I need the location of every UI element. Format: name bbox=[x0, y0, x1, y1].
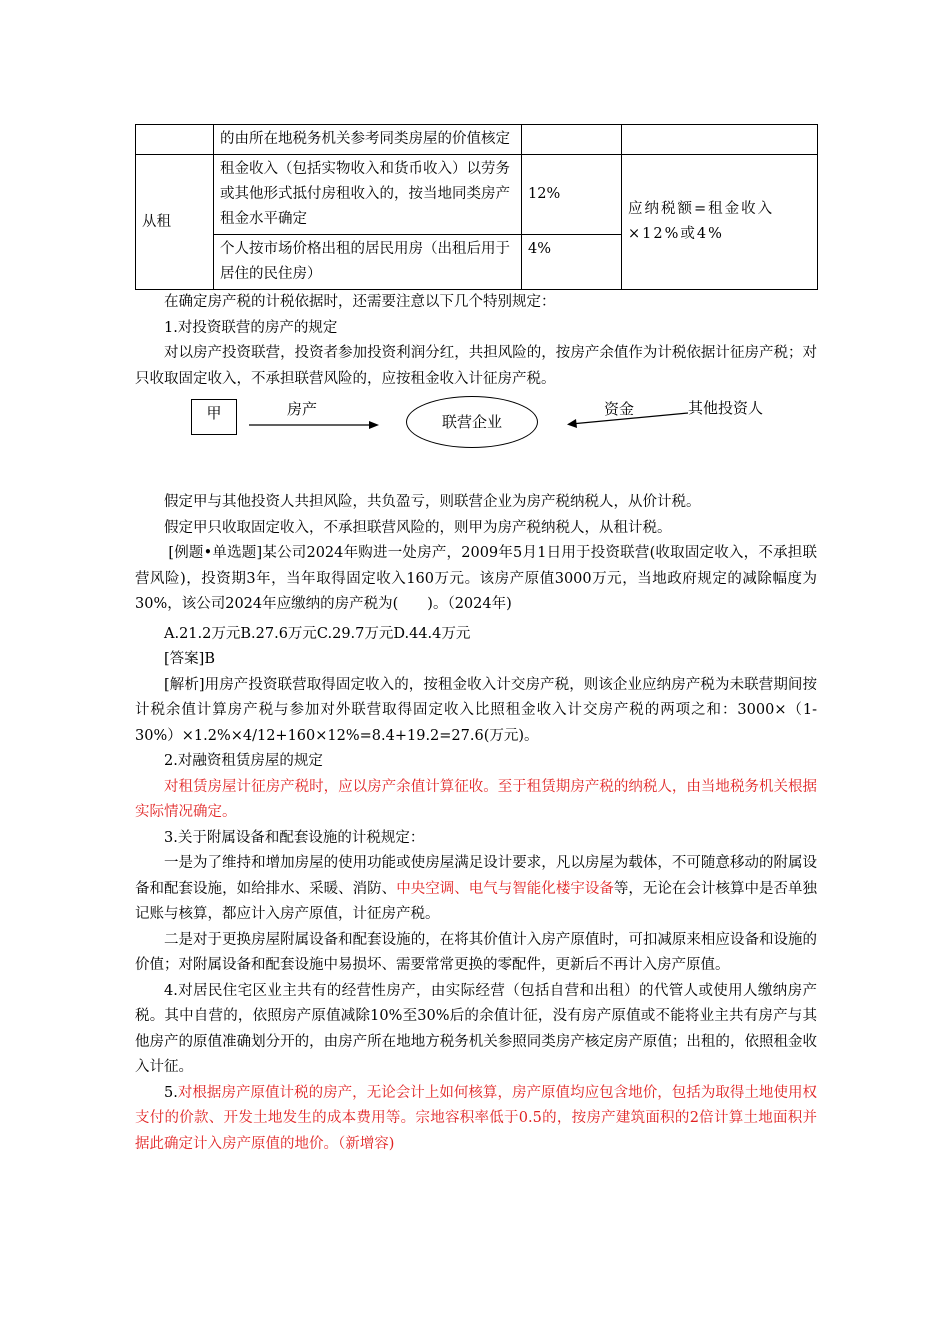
table-cell-formula: 应纳税额=租金收入×12%或4% bbox=[622, 155, 818, 290]
arrow-label-capital: 资金 bbox=[604, 400, 635, 418]
other-investors-label: 其他投资人 bbox=[688, 399, 764, 417]
section-5-number: 5. bbox=[164, 1084, 178, 1101]
table-cell-rate: 12% bbox=[522, 155, 622, 235]
table-cell-desc: 租金收入（包括实物收入和货币收入）以劳务或其他形式抵付房租收入的，按当地同类房产租金水平确定 bbox=[214, 155, 522, 235]
table-cell-rate-empty bbox=[522, 125, 622, 155]
section-3-para-2: 二是对于更换房屋附属设备和配套设施的，在将其价值计入房产原值时，可扣减原来相应设备和设施的价值；对附属设备和配套设施中易损坏、需要常常更换的零配件，更新后不再计入房产原值。 bbox=[135, 931, 817, 973]
joint-venture-diagram bbox=[135, 392, 817, 490]
table-cell-formula-empty bbox=[622, 125, 818, 155]
section-3-para-1-end: 等，无论在会计核算中是否单独记账与核算，都应计入房产原值，计征房产税。 bbox=[135, 880, 818, 922]
table-cell-desc: 个人按市场价格出租的居民用房（出租后用于居住的民住房） bbox=[214, 235, 522, 290]
table-row bbox=[136, 125, 818, 155]
section-1-heading: 1.对投资联营的房产的规定 bbox=[164, 319, 338, 336]
example-question: [例题•单选题]某公司2024年购进一处房产，2009年5月1日用于投资联营(收取固定收入，不承担联营风险)，投资期3年，当年取得固定收入160万元。该房产原值3000万元，当地政府规定的减除幅度为30%，该公司2024年应缴纳的房产税为( )。（2024年) bbox=[135, 545, 817, 612]
section-3-para-1 bbox=[135, 851, 817, 928]
table-cell-category-empty bbox=[136, 125, 214, 155]
section-3-highlight: 中央空调、电气与智能化楼宇设备 bbox=[396, 880, 614, 897]
arrow-head-left bbox=[567, 419, 577, 428]
example-analysis: [解析]用房产投资联营取得固定收入的，按租金收入计交房产税，则该企业应纳房产税为未联营期间按计税余值计算房产税与参加对外联营取得固定收入比照租金收入计交房产税的两项之和：3000×（1-30%）×1.2%×4/12+160×12%=8.4+19.2=27.6(万元)。 bbox=[135, 676, 817, 744]
section-2-heading: 2.对融资租赁房屋的规定 bbox=[164, 753, 323, 769]
section-5-body: 对根据房产原值计税的房产，无论会计上如何核算，房产原值均应包含地价，包括为取得土地使用权支付的价款、开发土地发生的成本费用等。宗地容积率低于0.5的，按房产建筑面积的2倍计算土地面积并据此确定计入房产原值的地价。（新增容) bbox=[135, 1084, 817, 1152]
diagram-arrows bbox=[135, 392, 817, 490]
example-options: A.21.2万元B.27.6万元C.29.7万元D.44.4万元 bbox=[164, 625, 471, 642]
arrow-capital bbox=[571, 413, 688, 424]
document-page bbox=[135, 124, 817, 1157]
assumption-2: 假定甲只收取固定收入，不承担联营风险的，则甲为房产税纳税人，从租计税。 bbox=[164, 519, 672, 536]
tax-rate-table bbox=[135, 124, 818, 290]
arrow-head-right bbox=[369, 421, 379, 429]
arrow-label-property: 房产 bbox=[287, 400, 318, 418]
joint-venture-ellipse: 联营企业 bbox=[406, 396, 538, 448]
section-3-para-1-start: 一是为了维持和增加房屋的使用功能或使房屋满足设计要求，凡以房屋为载体，不可随意移动的附属设备和配套设施，如给排水、采暖、消防、 bbox=[135, 855, 817, 897]
assumption-1: 假定甲与其他投资人共担风险，共负盈亏，则联营企业为房产税纳税人，从价计税。 bbox=[164, 494, 701, 510]
table-cell-desc: 的由所在地税务机关参考同类房屋的价值核定 bbox=[214, 125, 522, 155]
party-a-box: 甲 bbox=[191, 399, 237, 435]
table-cell-rate: 4% bbox=[522, 235, 622, 290]
section-1-body: 对以房产投资联营，投资者参加投资利润分红，共担风险的，按房产余值作为计税依据计征房产税；对只收取固定收入，不承担联营风险的，应按租金收入计征房产税。 bbox=[135, 345, 817, 387]
table-row bbox=[136, 155, 818, 235]
section-2-body: 对租赁房屋计征房产税时，应以房产余值计算征收。至于租赁期房产税的纳税人，由当地税务机关根据实际情况确定。 bbox=[135, 778, 817, 820]
section-3-heading: 3.关于附属设备和配套设施的计税规定： bbox=[164, 829, 425, 846]
example-answer: [答案]B bbox=[164, 651, 215, 667]
section-5-para bbox=[135, 1081, 817, 1158]
intro-text: 在确定房产税的计税依据时，还需要注意以下几个特别规定： bbox=[164, 294, 556, 310]
section-4-body: 4.对居民住宅区业主共有的经营性房产，由实际经营（包括自营和出租）的代管人或使用人缴纳房产税。其中自营的，依照房产原值减除10%至30%后的余值计征，没有房产原值或不能将业主共有房产与其他房产的原值准确划分开的，由房产所在地地方税务机关参照同类房产核定房产原值；出租的，依照租金收入计征。 bbox=[135, 982, 817, 1075]
table-cell-category: 从租 bbox=[136, 155, 214, 290]
